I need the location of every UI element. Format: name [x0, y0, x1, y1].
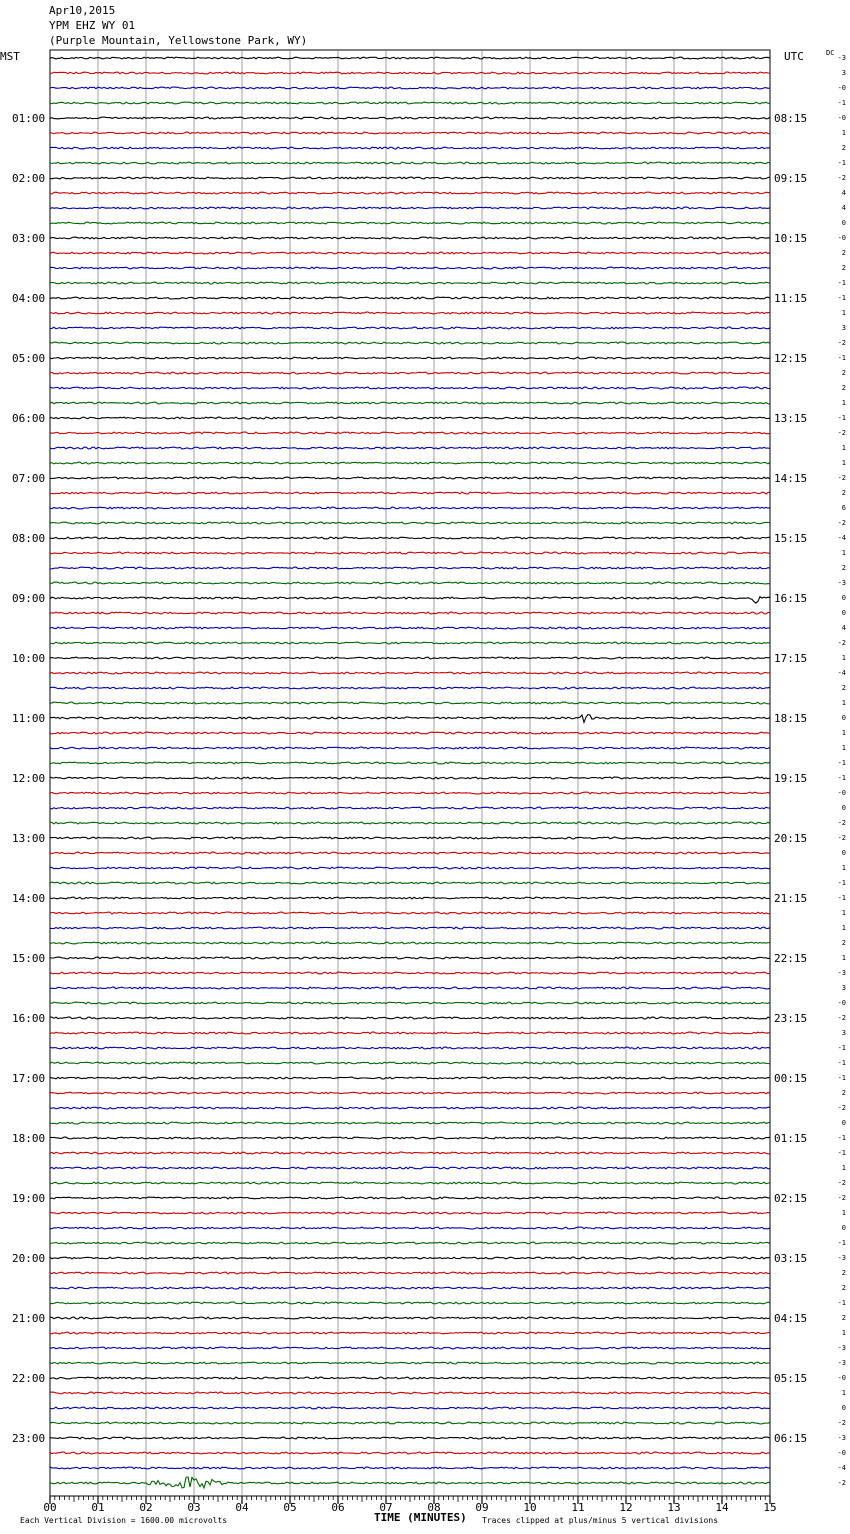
dc-offset-label: -1 [837, 1299, 846, 1307]
dc-offset-label: -1 [837, 99, 846, 107]
left-hour-label: 14:00 [12, 892, 46, 905]
seismic-trace [50, 1032, 770, 1034]
seismic-trace [50, 715, 770, 723]
dc-offset-label: -3 [837, 1434, 846, 1442]
dc-offset-label: 1 [841, 654, 846, 662]
seismic-trace [50, 1107, 770, 1109]
dc-offset-label: -2 [837, 1179, 846, 1187]
seismic-trace [50, 987, 770, 989]
seismic-trace [50, 1452, 770, 1454]
dc-offset-label: -3 [837, 54, 846, 62]
dc-offset-label: 2 [841, 939, 846, 947]
seismic-trace [50, 1257, 770, 1259]
seismic-trace [50, 582, 770, 584]
seismic-trace [50, 72, 770, 74]
left-hour-label: 13:00 [12, 832, 46, 845]
seismic-trace [50, 1047, 770, 1049]
dc-offset-label: 1 [841, 1329, 846, 1337]
seismic-trace [50, 642, 770, 644]
left-hour-label: 09:00 [12, 592, 46, 605]
seismic-trace [50, 252, 770, 254]
seismic-trace [50, 492, 770, 494]
dc-offset-label: 2 [841, 384, 846, 392]
dc-offset-label: 2 [841, 564, 846, 572]
right-timezone-label: UTC [784, 50, 804, 63]
seismic-trace [50, 222, 770, 224]
seismic-trace [50, 1002, 770, 1004]
left-hour-label: 06:00 [12, 412, 46, 425]
seismic-trace [50, 117, 770, 119]
seismic-trace [50, 357, 770, 359]
seismic-trace [50, 972, 770, 974]
seismic-trace [50, 1122, 770, 1124]
left-hour-label: 11:00 [12, 712, 46, 725]
dc-offset-label: -1 [837, 294, 846, 302]
dc-offset-label: -2 [837, 174, 846, 182]
seismic-trace [50, 957, 770, 959]
right-hour-label: 03:15 [774, 1252, 808, 1265]
dc-offset-label: -1 [837, 1239, 846, 1247]
seismic-trace [50, 927, 770, 929]
left-hour-label: 01:00 [12, 112, 46, 125]
right-hour-label: 22:15 [774, 952, 808, 965]
dc-offset-label: 0 [841, 1404, 846, 1412]
dc-offset-label: -3 [837, 969, 846, 977]
seismic-trace [50, 417, 770, 419]
dc-offset-label: -1 [837, 1149, 846, 1157]
dc-offset-label: -1 [837, 414, 846, 422]
dc-offset-label: -4 [837, 1464, 846, 1472]
dc-offset-label: 2 [841, 1089, 846, 1097]
seismic-trace [50, 792, 770, 794]
left-hour-label: 18:00 [12, 1132, 46, 1145]
seismic-trace [50, 747, 770, 749]
seismic-trace [50, 657, 770, 659]
seismic-trace [50, 822, 770, 824]
dc-offset-label: 6 [841, 504, 846, 512]
seismic-trace [50, 102, 770, 104]
dc-offset-label: -0 [837, 999, 846, 1007]
dc-offset-label: -4 [837, 669, 846, 677]
left-hour-label: 12:00 [12, 772, 46, 785]
station-location: (Purple Mountain, Yellowstone Park, WY) [49, 34, 308, 47]
dc-offset-label: 1 [841, 699, 846, 707]
dc-offset-label: -2 [837, 1194, 846, 1202]
seismic-trace [50, 912, 770, 914]
seismic-trace [50, 462, 770, 464]
time-axis-label: 01 [91, 1501, 105, 1514]
dc-offset-label: -2 [837, 834, 846, 842]
seismic-trace [50, 327, 770, 329]
time-axis-label: 09 [475, 1501, 489, 1514]
left-hour-label: 03:00 [12, 232, 46, 245]
dc-offset-label: 2 [841, 684, 846, 692]
dc-offset-label: 4 [841, 624, 846, 632]
seismic-trace [50, 852, 770, 854]
left-hour-label: 16:00 [12, 1012, 46, 1025]
seismic-trace [50, 777, 770, 779]
seismic-trace [50, 207, 770, 209]
right-hour-label: 18:15 [774, 712, 808, 725]
time-axis-label: 14 [715, 1501, 729, 1514]
time-axis-label: 13 [667, 1501, 681, 1514]
seismic-trace [50, 387, 770, 389]
seismic-trace [50, 1332, 770, 1334]
right-hour-label: 05:15 [774, 1372, 808, 1385]
left-hour-label: 10:00 [12, 652, 46, 665]
clip-note: Traces clipped at plus/minus 5 vertical divisions [482, 1516, 719, 1525]
dc-offset-label: -1 [837, 879, 846, 887]
seismic-trace [50, 1407, 770, 1409]
seismic-trace [50, 567, 770, 569]
dc-offset-label: 1 [841, 744, 846, 752]
seismic-trace [50, 807, 770, 809]
chart-date: Apr10,2015 [49, 4, 116, 17]
time-axis-label: 04 [235, 1501, 249, 1514]
dc-offset-label: 2 [841, 264, 846, 272]
dc-offset-label: -2 [837, 1104, 846, 1112]
dc-offset-label: 3 [841, 69, 846, 77]
right-hour-label: 08:15 [774, 112, 808, 125]
dc-offset-label: -1 [837, 1074, 846, 1082]
seismic-trace [50, 1272, 770, 1274]
seismic-trace [50, 312, 770, 314]
time-axis-label: 08 [427, 1501, 441, 1514]
seismic-trace [50, 1437, 770, 1439]
right-hour-label: 02:15 [774, 1192, 808, 1205]
seismic-trace [50, 1137, 770, 1139]
left-hour-label: 22:00 [12, 1372, 46, 1385]
right-hour-label: 01:15 [774, 1132, 808, 1145]
dc-offset-label: 3 [841, 984, 846, 992]
seismic-trace [50, 432, 770, 434]
dc-offset-label: 0 [841, 849, 846, 857]
left-hour-label: 23:00 [12, 1432, 46, 1445]
seismic-trace [50, 297, 770, 299]
time-axis-label: 15 [763, 1501, 777, 1514]
seismic-trace [50, 702, 770, 704]
seismic-trace [50, 1212, 770, 1214]
dc-offset-label: 2 [841, 1269, 846, 1277]
right-hour-label: 17:15 [774, 652, 808, 665]
seismic-trace [50, 732, 770, 734]
dc-label: DC [826, 49, 835, 57]
dc-offset-label: -1 [837, 774, 846, 782]
seismic-trace [50, 372, 770, 374]
right-hour-label: 16:15 [774, 592, 808, 605]
left-hour-label: 19:00 [12, 1192, 46, 1205]
dc-offset-label: 1 [841, 444, 846, 452]
dc-offset-label: 1 [841, 729, 846, 737]
right-hour-label: 23:15 [774, 1012, 808, 1025]
dc-offset-label: 1 [841, 954, 846, 962]
seismic-trace [50, 867, 770, 869]
dc-offset-label: -3 [837, 1344, 846, 1352]
left-hour-label: 05:00 [12, 352, 46, 365]
seismic-trace [50, 192, 770, 194]
dc-offset-label: 1 [841, 864, 846, 872]
left-hour-label: 08:00 [12, 532, 46, 545]
dc-offset-label: 1 [841, 129, 846, 137]
right-hour-label: 11:15 [774, 292, 808, 305]
seismic-trace [50, 1347, 770, 1349]
trace-group [50, 57, 770, 1488]
station-code: YPM EHZ WY 01 [49, 19, 136, 32]
seismic-trace [50, 1422, 770, 1424]
right-hour-label: 20:15 [774, 832, 808, 845]
seismic-trace [50, 132, 770, 134]
seismic-trace [50, 147, 770, 149]
seismic-trace [50, 672, 770, 674]
seismic-trace [50, 1167, 770, 1169]
seismic-trace [50, 1017, 770, 1019]
seismic-trace [50, 627, 770, 629]
time-axis-label: 07 [379, 1501, 393, 1514]
dc-offset-label: -0 [837, 789, 846, 797]
dc-offset-label: 1 [841, 1209, 846, 1217]
vertical-scale-note: Each Vertical Division = 1600.00 microvolts [20, 1516, 228, 1525]
seismic-trace [50, 1377, 770, 1379]
seismic-trace [50, 552, 770, 554]
right-hour-label: 09:15 [774, 172, 808, 185]
right-hour-label: 12:15 [774, 352, 808, 365]
dc-offset-label: -2 [837, 639, 846, 647]
seismic-trace [50, 282, 770, 284]
left-hour-label: 20:00 [12, 1252, 46, 1265]
dc-offset-label: -0 [837, 84, 846, 92]
dc-offset-label: -4 [837, 534, 846, 542]
left-timezone-label: MST [0, 50, 20, 63]
seismic-trace [50, 1362, 770, 1364]
seismic-trace [50, 447, 770, 449]
dc-offset-label: -2 [837, 429, 846, 437]
seismic-trace [50, 1197, 770, 1199]
dc-offset-label: 1 [841, 459, 846, 467]
seismic-trace [50, 1302, 770, 1304]
dc-offset-label: -0 [837, 234, 846, 242]
seismic-trace [50, 1227, 770, 1229]
dc-offset-label: -2 [837, 339, 846, 347]
time-axis-label: 03 [187, 1501, 201, 1514]
dc-offset-label: 2 [841, 249, 846, 257]
right-hour-label: 13:15 [774, 412, 808, 425]
left-hour-label: 04:00 [12, 292, 46, 305]
dc-offset-label: 2 [841, 369, 846, 377]
dc-offset-label: 0 [841, 1224, 846, 1232]
dc-offset-label: 2 [841, 144, 846, 152]
dc-offset-label: -1 [837, 1134, 846, 1142]
seismic-trace [50, 1392, 770, 1394]
seismic-trace [50, 597, 770, 604]
seismic-trace [50, 882, 770, 884]
dc-offset-label: 1 [841, 399, 846, 407]
dc-offset-label: 2 [841, 1314, 846, 1322]
dc-offset-label: -2 [837, 1419, 846, 1427]
left-hour-label: 21:00 [12, 1312, 46, 1325]
seismic-trace [50, 942, 770, 944]
seismic-trace [50, 687, 770, 689]
right-hour-label: 00:15 [774, 1072, 808, 1085]
seismic-trace [50, 1077, 770, 1079]
seismic-trace [50, 477, 770, 479]
dc-offset-label: 0 [841, 594, 846, 602]
seismic-trace [50, 762, 770, 764]
right-hour-label: 04:15 [774, 1312, 808, 1325]
left-hour-label: 02:00 [12, 172, 46, 185]
seismic-trace [50, 1477, 770, 1488]
left-hour-label: 15:00 [12, 952, 46, 965]
seismic-trace [50, 87, 770, 89]
dc-offset-label: 1 [841, 1164, 846, 1172]
dc-offset-label: 3 [841, 1029, 846, 1037]
dc-offset-label: 1 [841, 924, 846, 932]
seismic-trace [50, 402, 770, 404]
dc-offset-label: -1 [837, 1044, 846, 1052]
dc-offset-label: -1 [837, 159, 846, 167]
dc-offset-label: -0 [837, 1374, 846, 1382]
seismic-trace [50, 237, 770, 239]
left-hour-label: 07:00 [12, 472, 46, 485]
seismic-trace [50, 177, 770, 179]
seismic-trace [50, 162, 770, 164]
right-hour-label: 14:15 [774, 472, 808, 485]
dc-offset-label: 0 [841, 609, 846, 617]
seismic-trace [50, 612, 770, 614]
time-axis-label: 05 [283, 1501, 297, 1514]
dc-offset-label: -3 [837, 1254, 846, 1262]
dc-offset-label: 0 [841, 219, 846, 227]
seismic-trace [50, 342, 770, 344]
dc-offset-label: -0 [837, 114, 846, 122]
seismic-trace [50, 57, 770, 59]
seismic-trace [50, 1317, 770, 1319]
seismic-trace [50, 537, 770, 539]
seismic-trace [50, 837, 770, 839]
seismic-trace [50, 1092, 770, 1094]
dc-offset-label: 0 [841, 1119, 846, 1127]
dc-offset-label: 1 [841, 309, 846, 317]
dc-offset-label: -3 [837, 1359, 846, 1367]
seismic-trace [50, 1062, 770, 1064]
dc-offset-label: 1 [841, 1389, 846, 1397]
seismic-trace [50, 1152, 770, 1154]
dc-offset-label: 1 [841, 909, 846, 917]
dc-offset-label: -2 [837, 474, 846, 482]
dc-offset-label: 1 [841, 549, 846, 557]
seismic-trace [50, 507, 770, 509]
right-hour-label: 15:15 [774, 532, 808, 545]
dc-offset-label: -1 [837, 354, 846, 362]
dc-offset-label: 3 [841, 324, 846, 332]
dc-offset-label: 2 [841, 489, 846, 497]
time-axis-label: 11 [571, 1501, 585, 1514]
dc-offset-label: 0 [841, 714, 846, 722]
right-hour-label: 19:15 [774, 772, 808, 785]
right-hour-label: 06:15 [774, 1432, 808, 1445]
dc-offset-label: -1 [837, 1059, 846, 1067]
seismic-trace [50, 522, 770, 524]
time-axis-label: 00 [43, 1501, 57, 1514]
dc-offset-label: -1 [837, 279, 846, 287]
dc-offset-label: -2 [837, 819, 846, 827]
dc-offset-label: -0 [837, 1449, 846, 1457]
dc-offset-label: -2 [837, 519, 846, 527]
dc-offset-label: 4 [841, 189, 846, 197]
dc-offset-group [838, 54, 846, 1487]
time-axis-label: 02 [139, 1501, 153, 1514]
right-hour-label: 21:15 [774, 892, 808, 905]
time-axis-label: 10 [523, 1501, 537, 1514]
x-axis-title: TIME (MINUTES) [374, 1511, 467, 1524]
dc-offset-label: -3 [837, 579, 846, 587]
dc-offset-label: 2 [841, 1284, 846, 1292]
seismic-trace [50, 1182, 770, 1184]
seismic-trace [50, 1467, 770, 1469]
time-axis-label: 06 [331, 1501, 345, 1514]
seismic-trace [50, 897, 770, 899]
dc-offset-label: 0 [841, 804, 846, 812]
time-axis-label: 12 [619, 1501, 633, 1514]
seismic-trace [50, 267, 770, 269]
right-hour-label: 10:15 [774, 232, 808, 245]
dc-offset-label: -2 [837, 1479, 846, 1487]
seismic-trace [50, 1287, 770, 1289]
dc-offset-label: -1 [837, 894, 846, 902]
left-hour-label: 17:00 [12, 1072, 46, 1085]
dc-offset-label: 4 [841, 204, 846, 212]
dc-offset-label: -2 [837, 1014, 846, 1022]
dc-offset-label: -1 [837, 759, 846, 767]
seismic-trace [50, 1242, 770, 1244]
